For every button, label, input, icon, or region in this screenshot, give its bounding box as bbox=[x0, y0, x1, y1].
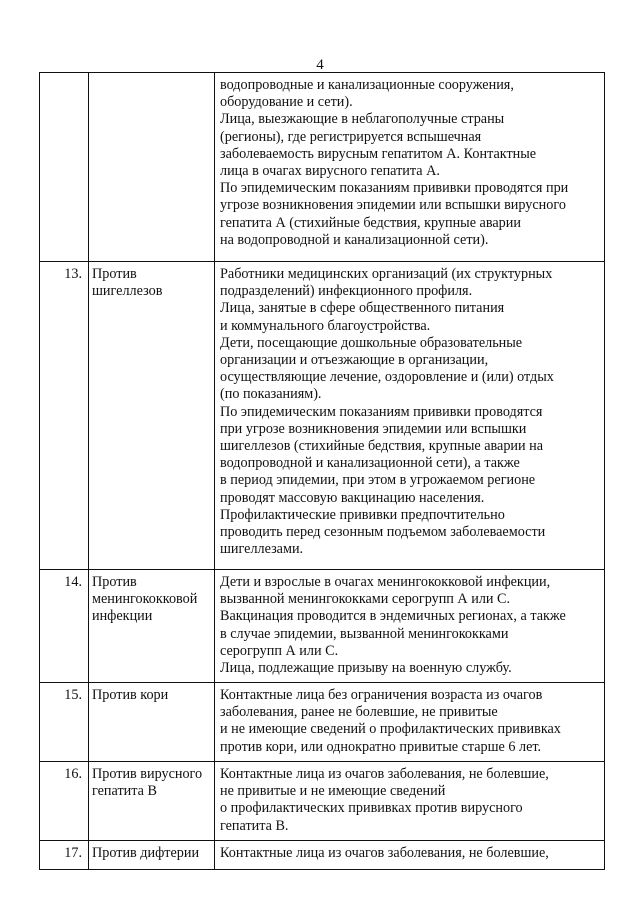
category-text-line: вызванной менингококками серогрупп А или С. bbox=[220, 591, 511, 608]
category-text-line: лица в очагах вирусного гепатита А. bbox=[220, 163, 440, 180]
infection-name-cell bbox=[89, 683, 215, 762]
category-text-line: По эпидемическим показаниям прививки проводятся bbox=[220, 403, 543, 420]
infection-name-cell bbox=[89, 570, 215, 683]
infection-name-cell bbox=[89, 841, 215, 870]
infection-name-line: Против вирусного bbox=[92, 766, 203, 782]
category-text-line: в период эпидемии, при этом в угрожаемом регионе bbox=[220, 472, 536, 489]
category-text-line: водопроводной и канализационной сети), а также bbox=[220, 455, 520, 472]
infection-name-line: Против дифтерии bbox=[92, 845, 200, 861]
table-row bbox=[40, 683, 605, 762]
infection-name-line: менингококковой bbox=[92, 591, 198, 608]
vaccination-categories-cell bbox=[215, 570, 605, 683]
category-text-line: (регионы), где регистрируется вспышечная bbox=[220, 128, 482, 145]
category-text-line: шигеллезов (стихийные бедствия, крупные аварии на bbox=[220, 438, 544, 455]
category-text-line: заболевания, ранее не болевшие, не привитые bbox=[220, 704, 498, 721]
category-text-line: (по показаниям). bbox=[220, 386, 322, 403]
category-text-line: Дети и взрослые в очагах менингококковой инфекции, bbox=[220, 574, 551, 590]
category-text-line: оборудование и сети). bbox=[220, 94, 353, 111]
infection-name-line: гепатита В bbox=[92, 783, 157, 800]
infection-name-cell bbox=[89, 762, 215, 841]
category-text-line: и не имеющие сведений о профилактических прививках bbox=[220, 721, 561, 738]
table-body bbox=[40, 73, 605, 870]
page-number: 4 bbox=[316, 57, 324, 73]
table-row bbox=[40, 841, 605, 870]
category-text-line: угрозе возникновения эпидемии или вспышки вирусного bbox=[220, 197, 566, 214]
category-text-line: Контактные лица из очагов заболевания, не болевшие, bbox=[220, 845, 549, 861]
category-text-line: заболеваемость вирусным гепатитом А. Контактные bbox=[220, 145, 537, 162]
category-text-line: Контактные лица без ограничения возраста из очагов bbox=[220, 687, 543, 703]
vaccination-table bbox=[39, 72, 605, 870]
category-text-line: не привитые и не имеющие сведений bbox=[220, 783, 446, 800]
category-text-line: Профилактические прививки предпочтительно bbox=[220, 506, 505, 523]
category-text-line: проводят массовую вакцинацию населения. bbox=[220, 489, 485, 506]
table-row bbox=[40, 262, 605, 570]
category-text-line: осуществляющие лечение, оздоровление и (или) отдых bbox=[220, 369, 554, 386]
category-text-line: подразделений) инфекционного профиля. bbox=[220, 283, 473, 300]
category-text-line: на водопроводной и канализационной сети). bbox=[220, 231, 489, 248]
category-text-line: гепатита А (стихийные бедствия, крупные аварии bbox=[220, 214, 521, 231]
category-text-line: Лица, выезжающие в неблагополучные страны bbox=[220, 111, 505, 128]
row-number-cell: 15. bbox=[40, 683, 89, 762]
table-row bbox=[40, 762, 605, 841]
row-number-cell: 13. bbox=[40, 262, 89, 570]
infection-name-cell bbox=[89, 73, 215, 262]
category-text-line: шигеллезами. bbox=[220, 541, 304, 558]
vaccination-categories-cell bbox=[215, 762, 605, 841]
infection-name-line: Против кори bbox=[92, 687, 169, 703]
vaccination-categories-cell bbox=[215, 73, 605, 262]
infection-name-line: Против bbox=[92, 266, 137, 282]
category-text-line: водопроводные и канализационные сооружения, bbox=[220, 77, 514, 93]
infection-name-cell bbox=[89, 262, 215, 570]
category-text-line: при угрозе возникновения эпидемии или вспышки bbox=[220, 420, 527, 437]
infection-name-line: Против bbox=[92, 574, 137, 590]
category-text-line: Работники медицинских организаций (их структурных bbox=[220, 266, 553, 282]
category-text-line: По эпидемическим показаниям прививки проводятся при bbox=[220, 180, 569, 197]
vaccination-categories-cell bbox=[215, 683, 605, 762]
row-number-cell: 14. bbox=[40, 570, 89, 683]
infection-name-line: инфекции bbox=[92, 608, 153, 625]
vaccination-categories-cell bbox=[215, 262, 605, 570]
infection-name-line: шигеллезов bbox=[92, 283, 163, 300]
category-text-line: Контактные лица из очагов заболевания, не болевшие, bbox=[220, 766, 549, 782]
table-row bbox=[40, 570, 605, 683]
category-text-line: серогрупп А или С. bbox=[220, 642, 339, 659]
category-text-line: проводить перед сезонным подъемом заболеваемости bbox=[220, 524, 546, 541]
row-number-cell bbox=[40, 73, 89, 262]
category-text-line: и коммунального благоустройства. bbox=[220, 317, 431, 334]
row-number-cell: 17. bbox=[40, 841, 89, 870]
category-text-line: Дети, посещающие дошкольные образовательные bbox=[220, 334, 523, 351]
category-text-line: гепатита В. bbox=[220, 817, 289, 834]
category-text-line: о профилактических прививках против вирусного bbox=[220, 800, 523, 817]
category-text-line: против кори, или однократно привитые старше 6 лет. bbox=[220, 738, 542, 755]
category-text-line: Вакцинация проводится в эндемичных регионах, а также bbox=[220, 608, 566, 625]
category-text-line: Лица, занятые в сфере общественного питания bbox=[220, 300, 505, 317]
category-text-line: Лица, подлежащие призыву на военную службу. bbox=[220, 660, 512, 677]
category-text-line: в случае эпидемии, вызванной менингококками bbox=[220, 625, 509, 642]
category-text-line: организации и отъезжающие в организации, bbox=[220, 352, 489, 369]
table-row bbox=[40, 73, 605, 262]
row-number-cell: 16. bbox=[40, 762, 89, 841]
vaccination-categories-cell bbox=[215, 841, 605, 870]
